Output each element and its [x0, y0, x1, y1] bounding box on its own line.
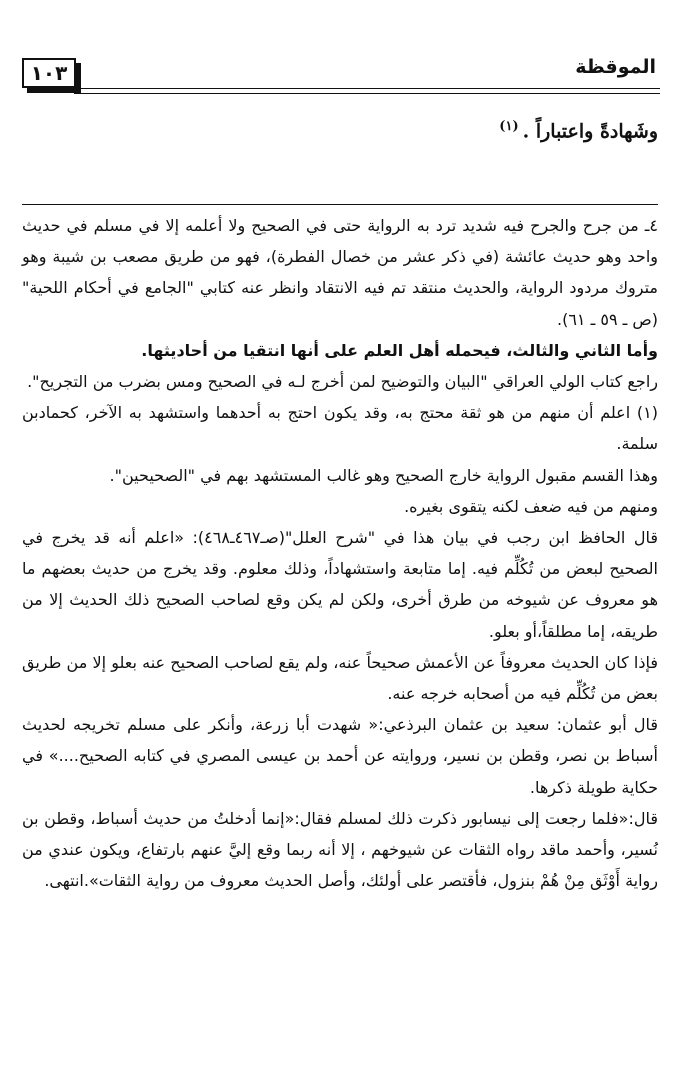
footnote-paragraph: راجع كتاب الولي العراقي "البيان والتوضيح لمن أخرج لـه في الصحيح ومس بضرب من التجريح". — [27, 372, 658, 392]
footnote-paragraph: (١) اعلم أن منهم من هو ثقة محتج به، وقد يكون احتج به أحدهما واستشهد به الآخر، كحمادبن سلمة. — [22, 403, 658, 454]
header-rule — [74, 88, 660, 89]
footnote-paragraph: فإذا كان الحديث معروفاً عن الأعمش صحيحاً عنه، ولم يقع لصاحب الصحيح عنه بعلو إلا من طريق بعض من تُكُلِّم فيه من أصحابه خرجه عنه. — [22, 652, 658, 704]
running-title: الموقظة — [575, 56, 656, 78]
main-text — [38, 108, 658, 150]
footnotes-section — [22, 210, 658, 896]
page-number: ١٠٣ — [22, 58, 76, 88]
footnote-paragraph: قال الحافظ ابن رجب في بيان هذا في "شرح العلل"(صـ٤٦٧ـ٤٦٨): «اعلم أنه قد يخرج في الصحيح لبعض من تُكُلِّم فيه. إما متابعة واستشهاداً، وذلك معلوم. وقد يخرج من حديث بعضهم ما هو معروف عن شيوخه من طرق أخرى، ولكن لم يكن وقع لصاحب الصحيح ذلك الحديث إلا من طريقه، إما مطلقاً،أو بعلو. — [22, 528, 659, 641]
footnote-paragraph: قال أبو عثمان: سعيد بن عثمان البرذعي:« شهدت أبا زرعة، وأنكر على مسلم تخريجه لحديث أسباط بن نصر، وقطن بن نسير، وروايته عن أحمد بن عيسى المصري في كتابه الصحيح....» في حكاية طويلة ذكرها. — [22, 715, 658, 797]
footnote-paragraph: ومنهم من فيه ضعف لكنه يتقوى بغيره. — [404, 496, 658, 516]
footnote-separator — [22, 204, 658, 205]
page-header — [22, 52, 660, 98]
footnote-paragraph: ٤ـ من جرح والجرح فيه شديد ترد به الرواية حتى في الصحيح ولا أعلمه إلا في مسلم في حديث واحد وهو حديث عائشة (في ذكر عشر من خصال الفطرة)، فهو من طريق مصعب بن شيبة وهو متروك مردود الرواية، والحديث منتقد تم فيه الانتقاد وانظر عنه كتابي "الجامع في أحكام اللحية" (ص ـ ٥٩ ـ ٦١). — [22, 216, 658, 329]
footnote-marker: (١) — [499, 119, 519, 134]
footnote-paragraph: قال:«فلما رجعت إلى نيسابور ذكرت ذلك لمسلم فقال:«إنما أدخلتُ من حديث أسباط، وقطن بن نُسير، وأحمد ماقد رواه الثقات عن شيوخهم ، إلا أنه ربما وقع إليَّ عنهم بارتفاع، ويكون عندي من رواية أَوْثَق مِنْ هُمْ بنزول، فأقتصر على أولئك، وأصل الحديث معروف من رواية الثقات».انتهى. — [22, 808, 658, 891]
main-text-line: وشَهادةً واعتباراً . — [522, 120, 658, 143]
footnote-paragraph: وهذا القسم مقبول الرواية خارج الصحيح وهو غالب المستشهد بهم في "الصحيحين". — [109, 465, 658, 485]
header-rule-double — [74, 93, 660, 94]
footnote-paragraph: وأما الثاني والثالث، فيحمله أهل العلم على أنها انتقيا من أحاديثها. — [141, 340, 658, 360]
